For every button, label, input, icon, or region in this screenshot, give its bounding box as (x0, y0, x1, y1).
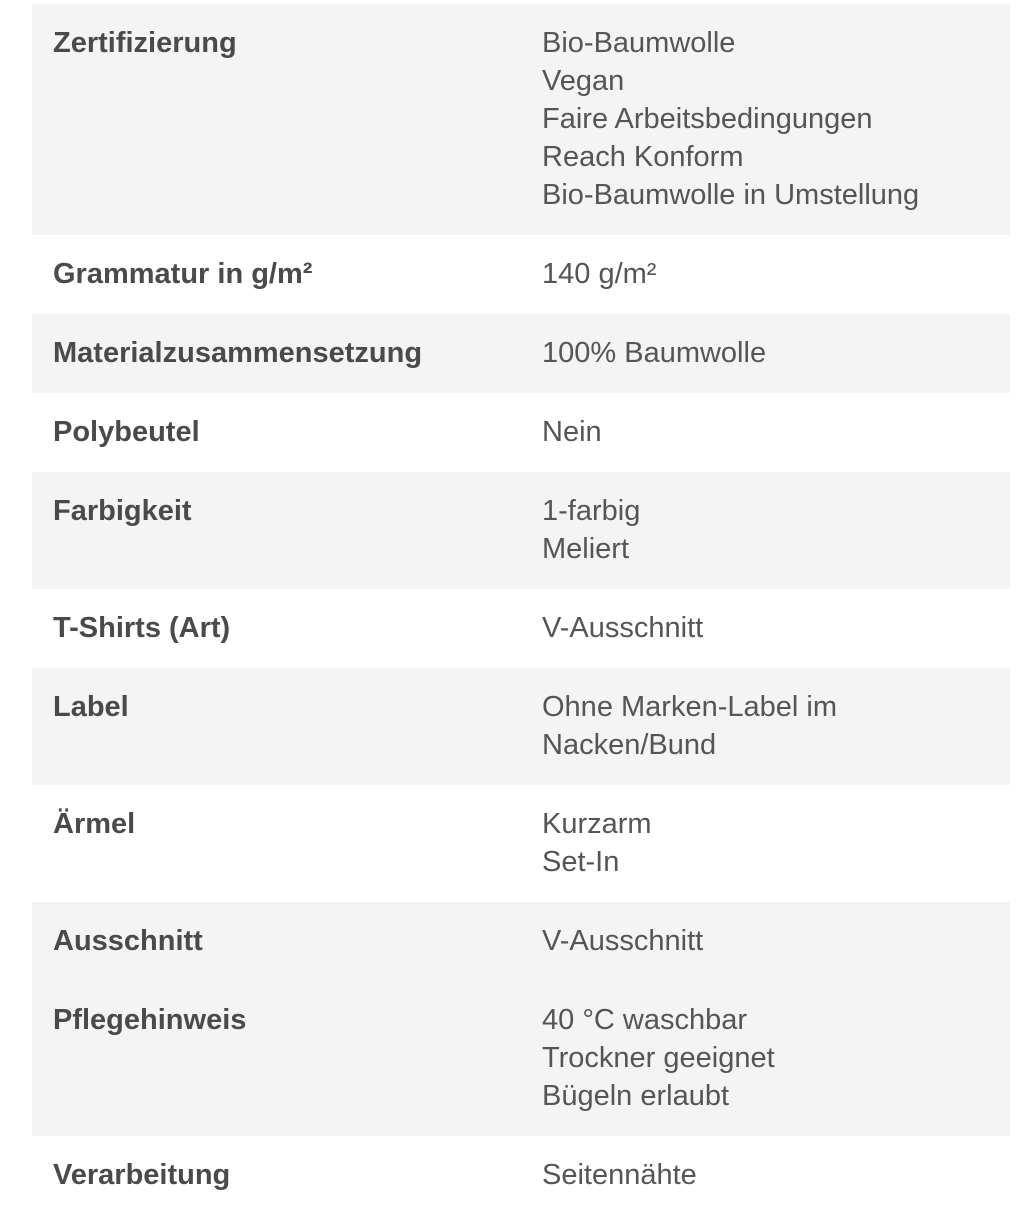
spec-row-zertifizierung (32, 4, 1010, 235)
spec-row-farbigkeit (32, 472, 1010, 589)
product-spec-table (32, 4, 1010, 1215)
spec-label: Verarbeitung (53, 1159, 231, 1191)
spec-value: 1-farbig (542, 495, 641, 527)
spec-label: Ausschnitt (53, 925, 203, 957)
spec-values (542, 1001, 1010, 1115)
spec-values (542, 492, 1010, 568)
spec-values (542, 255, 1010, 293)
spec-values (542, 609, 1010, 647)
spec-label: Farbigkeit (53, 495, 192, 527)
spec-value: Set-In (542, 846, 620, 878)
spec-value: Bio-Baumwolle (542, 27, 736, 59)
spec-value: V-Ausschnitt (542, 612, 704, 644)
spec-label: Pflegehinweis (53, 1004, 247, 1036)
spec-value: V-Ausschnitt (542, 925, 704, 957)
spec-label: Zertifizierung (53, 27, 237, 59)
spec-row-materialzusammensetzung (32, 314, 1010, 393)
spec-value: Kurzarm (542, 808, 652, 840)
spec-values (542, 805, 1010, 881)
spec-value: 140 g/m² (542, 258, 657, 290)
spec-value: Meliert (542, 533, 630, 565)
spec-value: Reach Konform (542, 141, 744, 173)
spec-label: Label (53, 691, 129, 723)
spec-value: Vegan (542, 65, 625, 97)
spec-label: Materialzusammensetzung (53, 337, 423, 369)
spec-label: Polybeutel (53, 416, 200, 448)
spec-value: Nein (542, 416, 602, 448)
spec-value: Faire Arbeitsbedingungen (542, 103, 873, 135)
spec-label: Grammatur in g/m² (53, 258, 313, 290)
spec-value: 100% Baumwolle (542, 337, 767, 369)
spec-value: 40 °C waschbar (542, 1004, 748, 1036)
spec-value: Bio-Baumwolle in Umstellung (542, 179, 920, 211)
spec-values (542, 24, 1010, 214)
spec-values (542, 1156, 1010, 1194)
spec-value: Bügeln erlaubt (542, 1080, 730, 1112)
spec-value: Trockner geeignet (542, 1042, 775, 1074)
spec-values (542, 922, 1010, 960)
spec-values (542, 334, 1010, 372)
spec-row-verarbeitung (32, 1136, 1010, 1215)
spec-row-t-shirts-art (32, 589, 1010, 668)
spec-value: Ohne Marken-Label im (542, 691, 837, 723)
spec-label: T-Shirts (Art) (53, 612, 231, 644)
spec-values (542, 688, 1010, 764)
spec-value: Seitennähte (542, 1159, 697, 1191)
spec-row-ausschnitt (32, 902, 1010, 981)
spec-row-label (32, 668, 1010, 785)
spec-values (542, 413, 1010, 451)
spec-row-polybeutel (32, 393, 1010, 472)
spec-row-grammatur (32, 235, 1010, 314)
spec-row-aermel (32, 785, 1010, 902)
spec-value: Nacken/Bund (542, 729, 717, 761)
spec-label: Ärmel (53, 808, 136, 840)
spec-row-pflegehinweis (32, 981, 1010, 1136)
